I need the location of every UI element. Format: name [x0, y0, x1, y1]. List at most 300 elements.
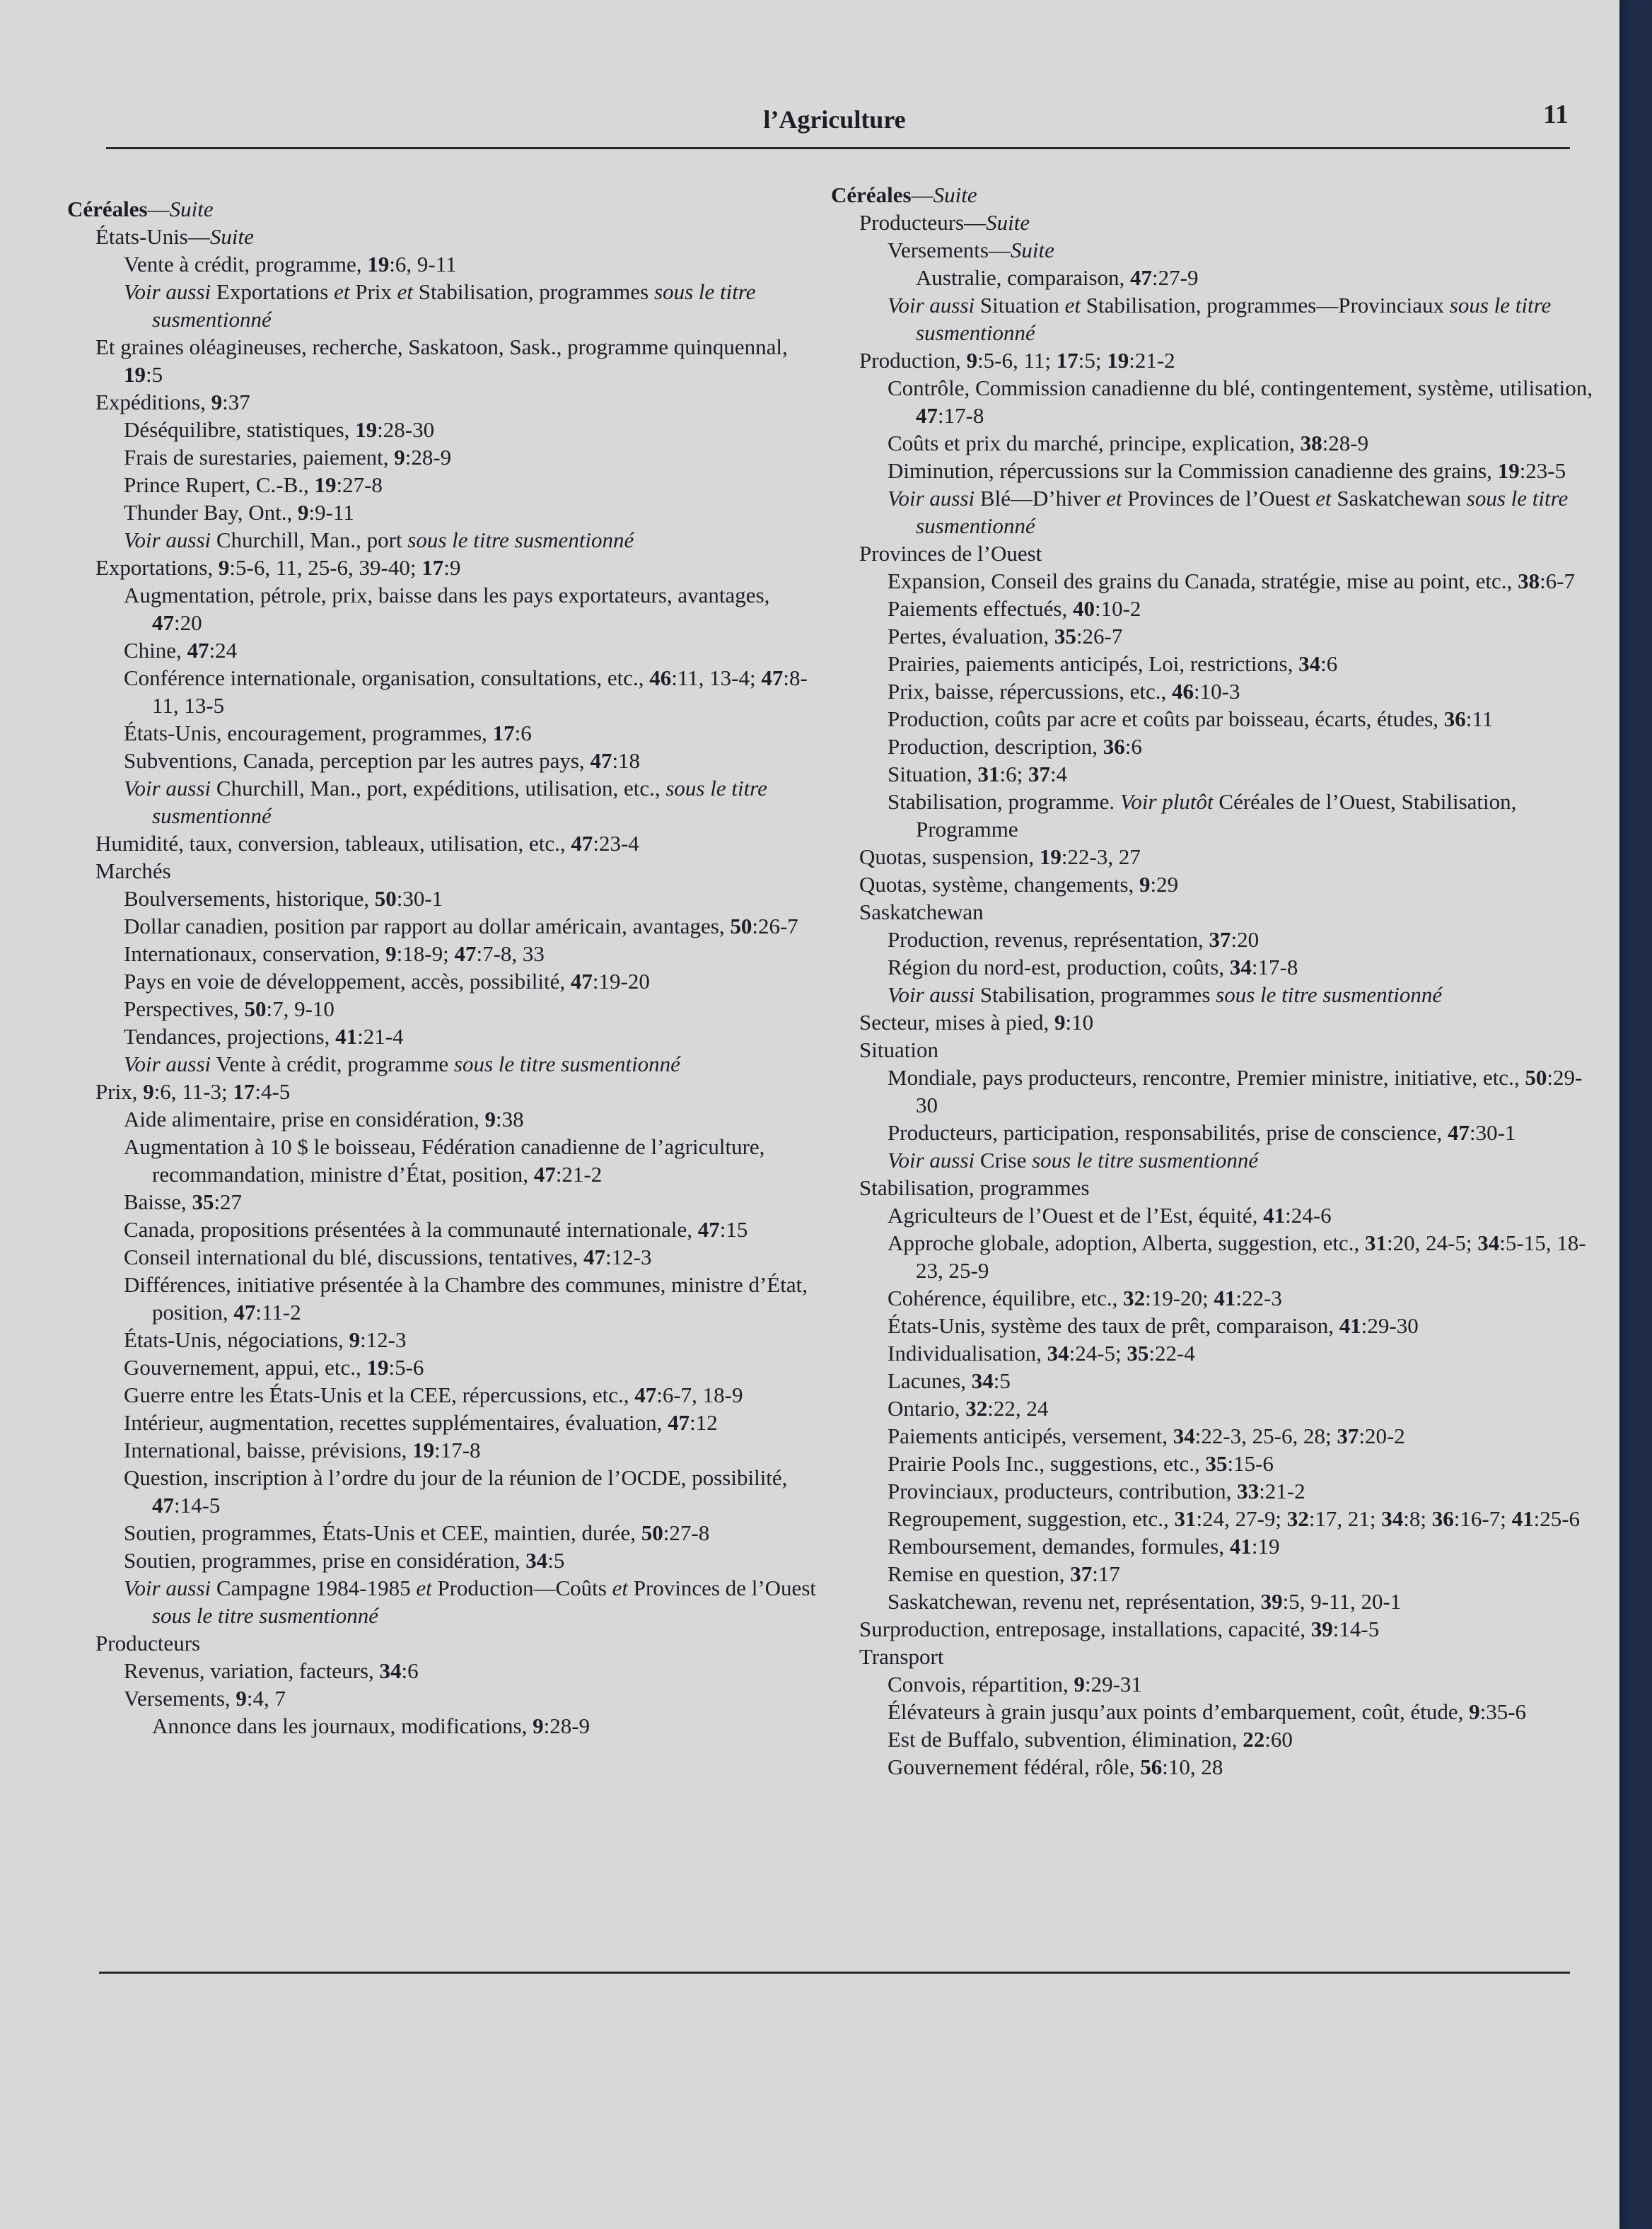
entry-text: :28-30: [377, 417, 435, 442]
volume-number: 34: [379, 1658, 402, 1683]
volume-number: 9: [385, 941, 397, 966]
italic-text: et: [397, 279, 414, 304]
index-entry: [831, 1229, 1595, 1284]
index-entry: [67, 443, 817, 471]
index-entry: [831, 429, 1595, 457]
index-column-left: [67, 195, 817, 1740]
entry-text: Quotas, système, changements,: [859, 872, 1140, 897]
entry-text: Stabilisation, programmes: [859, 1175, 1090, 1200]
entry-text: :21-2: [1259, 1479, 1305, 1503]
entry-text: Campagne 1984-1985: [211, 1576, 417, 1600]
volume-number: 47: [590, 748, 612, 773]
volume-number: 47: [533, 1162, 556, 1187]
entry-text: Ontario,: [888, 1396, 966, 1421]
index-entry: [831, 1008, 1595, 1036]
entry-text: :17, 21;: [1308, 1506, 1382, 1531]
italic-text: sous le titre susmentionné: [152, 279, 756, 332]
entry-text: :19-20;: [1145, 1286, 1214, 1310]
index-entry: [67, 499, 817, 526]
italic-text: Voir aussi: [124, 528, 211, 552]
entry-text: Provinces de l’Ouest: [627, 1576, 816, 1600]
index-entry: [831, 457, 1595, 484]
index-entry: [831, 898, 1595, 926]
entry-text: :24, 27-9;: [1196, 1506, 1287, 1531]
index-entry: [67, 1629, 817, 1657]
index-entry: [67, 1464, 817, 1519]
entry-text: International, baisse, prévisions,: [124, 1438, 413, 1462]
entry-text: :6: [401, 1658, 419, 1683]
entry-text: Churchill, Man., port: [211, 528, 408, 552]
entry-text: :6-7: [1540, 569, 1575, 593]
index-entry: [67, 885, 817, 912]
italic-text: Suite: [209, 224, 254, 249]
entry-text: Boulversements, historique,: [124, 886, 375, 911]
entry-text: :27-8: [663, 1520, 710, 1545]
entry-text: :22-3, 27: [1061, 844, 1141, 869]
volume-number: 38: [1518, 569, 1540, 593]
index-entry: [67, 1326, 817, 1354]
index-column-right: [831, 181, 1595, 1781]
italic-text: Suite: [933, 182, 977, 207]
index-entry: [67, 1243, 817, 1271]
volume-number: 50: [641, 1520, 663, 1545]
italic-text: et: [1315, 486, 1332, 511]
volume-number: 46: [1172, 679, 1194, 704]
entry-text: :25-6: [1533, 1506, 1581, 1531]
index-entry: [67, 333, 817, 388]
entry-text: :17-8: [938, 403, 984, 428]
entry-text: :26-7: [1076, 624, 1123, 648]
entry-text: :29-31: [1084, 1672, 1142, 1697]
entry-text: :29-30: [1361, 1313, 1419, 1338]
entry-text: Augmentation à 10 $ le boisseau, Fédération canadienne de l’agriculture, recommandation, ministre d’État, position,: [124, 1134, 765, 1187]
volume-number: 37: [1028, 762, 1050, 786]
index-entry: [831, 1284, 1595, 1312]
footer-rule: [99, 1972, 1570, 1974]
volume-number: 22: [1243, 1727, 1265, 1752]
index-entry: [67, 636, 817, 664]
index-entry: [67, 1519, 817, 1547]
italic-text: et: [1064, 293, 1081, 318]
index-entry: [831, 1560, 1595, 1588]
entry-text: :6-7, 18-9: [656, 1383, 743, 1407]
volume-number: 19: [355, 417, 378, 442]
volume-number: 47: [697, 1217, 720, 1242]
index-entry: [67, 774, 817, 830]
entry-text: Annonce dans les journaux, modifications,: [152, 1713, 533, 1738]
index-entry: [831, 1588, 1595, 1615]
entry-text: :19: [1251, 1534, 1280, 1559]
entry-text: :10-3: [1194, 679, 1240, 704]
entry-text: :6, 9-11: [389, 252, 457, 277]
volume-number: 34: [1381, 1506, 1404, 1531]
volume-number: 9: [349, 1327, 361, 1352]
italic-text: sous le titre susmentionné: [916, 293, 1552, 345]
volume-number: 9: [297, 500, 309, 525]
index-entry: [67, 1657, 817, 1684]
index-entry: [831, 567, 1595, 595]
index-entry: [67, 471, 817, 499]
entry-text: Marchés: [95, 859, 171, 883]
entry-text: :11-2: [255, 1300, 301, 1325]
entry-text: États-Unis—: [95, 224, 210, 249]
index-entry: [67, 1078, 817, 1105]
italic-text: Suite: [986, 210, 1030, 235]
volume-number: 32: [1286, 1506, 1309, 1531]
entry-text: Situation: [975, 293, 1065, 318]
volume-number: 9: [1469, 1699, 1480, 1724]
index-entry: [831, 1201, 1595, 1229]
volume-number: Céréales: [831, 182, 912, 207]
volume-number: 47: [634, 1383, 657, 1407]
italic-text: sous le titre susmentionné: [407, 528, 634, 552]
entry-text: Production—Coûts: [431, 1576, 612, 1600]
index-entry: [67, 1050, 817, 1078]
index-entry: [67, 554, 817, 581]
italic-text: Voir aussi: [888, 293, 975, 318]
index-entry: [831, 374, 1595, 429]
index-entry: [67, 1684, 817, 1712]
entry-text: :9-11: [308, 500, 354, 525]
italic-text: et: [612, 1576, 628, 1600]
entry-text: Versements,: [124, 1686, 236, 1711]
entry-text: :6: [514, 721, 532, 745]
italic-text: Voir plutôt: [1119, 789, 1214, 814]
entry-text: Provinciaux, producteurs, contribution,: [888, 1479, 1238, 1503]
italic-text: Voir aussi: [124, 1576, 211, 1600]
entry-text: :15-6: [1227, 1451, 1274, 1476]
volume-number: 47: [761, 665, 784, 690]
volume-number: 47: [1130, 265, 1153, 290]
index-entry: [831, 181, 1595, 209]
entry-text: :17-8: [434, 1438, 481, 1462]
volume-number: 50: [730, 914, 752, 938]
entry-text: :5-6, 11, 25-6, 39-40;: [229, 555, 422, 580]
entry-text: Élévateurs à grain jusqu’aux points d’embarquement, coût, étude,: [888, 1699, 1470, 1724]
header-rule: [106, 147, 1570, 149]
entry-text: Saskatchewan, revenu net, représentation,: [888, 1589, 1261, 1614]
index-entry: [831, 1395, 1595, 1422]
volume-number: 9: [966, 348, 978, 373]
entry-text: :5: [547, 1548, 565, 1573]
entry-text: —: [911, 182, 933, 207]
volume-number: Céréales: [67, 197, 148, 221]
entry-text: :15: [719, 1217, 748, 1242]
volume-number: 39: [1260, 1589, 1283, 1614]
index-entry: [67, 967, 817, 995]
italic-text: Voir aussi: [124, 1052, 211, 1076]
index-entry: [831, 1505, 1595, 1532]
italic-text: Voir aussi: [888, 982, 975, 1007]
volume-number: 50: [374, 886, 397, 911]
volume-number: 32: [1123, 1286, 1146, 1310]
entry-text: Céréales de l’Ouest, Stabilisation, Programme: [916, 789, 1517, 842]
italic-text: et: [334, 279, 350, 304]
volume-number: 47: [454, 941, 477, 966]
index-entry: [831, 843, 1595, 871]
index-entry: [67, 719, 817, 747]
entry-text: Prix, baisse, répercussions, etc.,: [888, 679, 1173, 704]
index-entry: [67, 1133, 817, 1188]
entry-text: Secteur, mises à pied,: [859, 1010, 1054, 1035]
entry-text: :14-5: [1332, 1617, 1380, 1641]
volume-number: 9: [1054, 1010, 1066, 1035]
volume-number: 36: [1443, 706, 1466, 731]
entry-text: Conseil international du blé, discussions, tentatives,: [124, 1245, 584, 1269]
index-entry: [67, 195, 817, 223]
entry-text: :29-30: [916, 1065, 1583, 1117]
volume-number: 41: [335, 1024, 358, 1049]
entry-text: Remise en question,: [888, 1561, 1071, 1586]
index-entry: [831, 264, 1595, 291]
index-entry: [831, 1036, 1595, 1064]
index-entry: [67, 1574, 817, 1629]
entry-text: Guerre entre les États-Unis et la CEE, répercussions, etc.,: [124, 1383, 635, 1407]
entry-text: États-Unis, encouragement, programmes,: [124, 721, 493, 745]
entry-text: :18-9;: [396, 941, 455, 966]
volume-number: 19: [1039, 844, 1061, 869]
entry-text: :12-3: [605, 1245, 652, 1269]
volume-number: 35: [1127, 1341, 1149, 1366]
entry-text: :27-9: [1152, 265, 1199, 290]
entry-text: Conférence internationale, organisation, consultations, etc.,: [124, 665, 650, 690]
volume-number: 33: [1237, 1479, 1260, 1503]
volume-number: 46: [649, 665, 672, 690]
entry-text: Producteurs, participation, responsabilités, prise de conscience,: [888, 1120, 1448, 1145]
volume-number: 47: [152, 610, 174, 635]
entry-text: Exportations: [211, 279, 335, 304]
volume-number: 34: [1173, 1424, 1195, 1448]
entry-text: :21-2: [555, 1162, 603, 1187]
entry-text: Agriculteurs de l’Ouest et de l’Est, équité,: [888, 1203, 1264, 1228]
entry-text: Vente à crédit, programme: [211, 1052, 454, 1076]
entry-text: Prince Rupert, C.-B.,: [124, 472, 315, 497]
entry-text: :12: [690, 1410, 718, 1435]
entry-text: Chine,: [124, 638, 187, 663]
entry-text: Frais de surestaries, paiement,: [124, 445, 395, 470]
entry-text: :22-4: [1148, 1341, 1195, 1366]
volume-number: 41: [1263, 1203, 1286, 1228]
volume-number: 19: [366, 1355, 389, 1380]
entry-text: Intérieur, augmentation, recettes supplémentaires, évaluation,: [124, 1410, 668, 1435]
volume-number: 19: [367, 252, 390, 277]
entry-text: Subventions, Canada, perception par les autres pays,: [124, 748, 591, 773]
index-entry: [831, 1119, 1595, 1146]
entry-text: Production, revenus, représentation,: [888, 927, 1209, 952]
volume-number: 9: [218, 555, 230, 580]
entry-text: Lacunes,: [888, 1368, 972, 1393]
volume-number: 19: [412, 1438, 435, 1462]
index-entry: [67, 1547, 817, 1574]
entry-text: Stabilisation, programmes—Provinciaux: [1081, 293, 1450, 318]
volume-number: 36: [1103, 734, 1125, 759]
volume-number: 9: [1139, 872, 1151, 897]
italic-text: et: [1106, 486, 1122, 511]
index-entry: [67, 830, 817, 857]
volume-number: 34: [525, 1548, 548, 1573]
entry-text: :29: [1150, 872, 1179, 897]
entry-text: :5-6: [388, 1355, 424, 1380]
volume-number: 17: [492, 721, 515, 745]
index-entry: [831, 540, 1595, 567]
volume-number: 9: [533, 1713, 544, 1738]
index-entry: [831, 1312, 1595, 1339]
volume-number: 19: [1107, 348, 1129, 373]
volume-number: 17: [233, 1079, 255, 1104]
entry-text: Expéditions,: [95, 390, 211, 414]
entry-text: Convois, répartition,: [888, 1672, 1074, 1697]
index-entry: [831, 1615, 1595, 1643]
index-entry: [831, 788, 1595, 843]
entry-text: :7-8, 33: [476, 941, 545, 966]
index-entry: [831, 705, 1595, 733]
entry-text: :14-5: [174, 1493, 221, 1518]
index-entry: [67, 664, 817, 719]
entry-text: :9: [443, 555, 461, 580]
entry-text: Différences, initiative présentée à la Chambre des communes, ministre d’État, position,: [124, 1272, 808, 1325]
index-entry: [67, 1023, 817, 1050]
entry-text: Stabilisation, programmes: [975, 982, 1216, 1007]
index-entry: [67, 1712, 817, 1740]
index-entry: [831, 1477, 1595, 1505]
entry-text: Transport: [859, 1644, 944, 1669]
volume-number: 41: [1339, 1313, 1361, 1338]
index-entry: [67, 1354, 817, 1381]
volume-number: 50: [1525, 1065, 1547, 1090]
entry-text: Dollar canadien, position par rapport au dollar américain, avantages,: [124, 914, 731, 938]
index-entry: [831, 677, 1595, 705]
entry-text: Paiements effectués,: [888, 596, 1073, 621]
entry-text: :5: [146, 362, 163, 387]
entry-text: :60: [1264, 1727, 1293, 1752]
entry-text: :24-5;: [1069, 1341, 1127, 1366]
entry-text: :28-9: [405, 445, 452, 470]
entry-text: Région du nord-est, production, coûts,: [888, 955, 1230, 979]
volume-number: 19: [124, 362, 146, 387]
index-entry: [831, 1698, 1595, 1725]
index-entry: [67, 1271, 817, 1326]
volume-number: 19: [1497, 458, 1520, 483]
entry-text: :30-1: [396, 886, 443, 911]
entry-text: :6: [1320, 651, 1338, 676]
entry-text: Internationaux, conservation,: [124, 941, 386, 966]
index-entry: [831, 650, 1595, 677]
volume-number: 37: [1209, 927, 1231, 952]
volume-number: 9: [211, 390, 223, 414]
index-entry: [831, 1064, 1595, 1119]
volume-number: 41: [1511, 1506, 1534, 1531]
entry-text: Prix: [349, 279, 397, 304]
entry-text: :20: [174, 610, 202, 635]
entry-text: Provinces de l’Ouest: [1122, 486, 1316, 511]
index-entry: [831, 1367, 1595, 1395]
volume-number: 35: [1205, 1451, 1228, 1476]
index-entry: [67, 278, 817, 333]
index-entry: [831, 1174, 1595, 1201]
index-entry: [67, 995, 817, 1023]
entry-text: Vente à crédit, programme,: [124, 252, 368, 277]
entry-text: :8-11, 13-5: [152, 665, 808, 718]
entry-text: Soutien, programmes, prise en considération,: [124, 1548, 526, 1573]
volume-number: 34: [1047, 1341, 1069, 1366]
volume-number: 41: [1229, 1534, 1252, 1559]
italic-text: sous le titre susmentionné: [152, 1603, 379, 1628]
index-entry: [831, 595, 1595, 622]
index-entry: [831, 760, 1595, 788]
entry-text: :28-9: [543, 1713, 591, 1738]
index-entry: [831, 1643, 1595, 1670]
entry-text: Et graines oléagineuses, recherche, Saskatoon, Sask., programme quinquennal,: [95, 334, 788, 359]
entry-text: Stabilisation, programme.: [888, 789, 1120, 814]
entry-text: :12-3: [360, 1327, 407, 1352]
entry-text: Diminution, répercussions sur la Commission canadienne des grains,: [888, 458, 1498, 483]
entry-text: Revenus, variation, facteurs,: [124, 1658, 380, 1683]
index-entry: [831, 1339, 1595, 1367]
volume-number: 47: [916, 403, 938, 428]
entry-text: —: [147, 197, 170, 221]
volume-number: 47: [571, 831, 593, 856]
entry-text: :4-5: [255, 1079, 291, 1104]
entry-text: :22-3: [1235, 1286, 1282, 1310]
entry-text: Est de Buffalo, subvention, élimination,: [888, 1727, 1243, 1752]
entry-text: Pertes, évaluation,: [888, 624, 1054, 648]
volume-number: 47: [1447, 1120, 1470, 1145]
italic-text: Voir aussi: [888, 1148, 975, 1172]
volume-number: 38: [1300, 431, 1322, 455]
italic-text: sous le titre susmentionné: [1216, 982, 1443, 1007]
entry-text: Aide alimentaire, prise en considération,: [124, 1107, 485, 1131]
entry-text: :20, 24-5;: [1386, 1230, 1478, 1255]
entry-text: Pays en voie de développement, accès, possibilité,: [124, 969, 571, 994]
entry-text: Production,: [859, 348, 967, 373]
italic-text: sous le titre susmentionné: [916, 486, 1569, 538]
entry-text: :18: [612, 748, 641, 773]
index-entry: [67, 1436, 817, 1464]
index-entry: [831, 1532, 1595, 1560]
entry-text: :4, 7: [246, 1686, 286, 1711]
index-entry: [67, 1105, 817, 1133]
entry-text: Surproduction, entreposage, installations, capacité,: [859, 1617, 1311, 1641]
italic-text: sous le titre susmentionné: [1032, 1148, 1259, 1172]
entry-text: Tendances, projections,: [124, 1024, 336, 1049]
entry-text: Remboursement, demandes, formules,: [888, 1534, 1230, 1559]
index-entry: [67, 912, 817, 940]
volume-number: 34: [971, 1368, 994, 1393]
index-entry: [67, 416, 817, 443]
volume-number: 9: [484, 1107, 496, 1131]
running-title: l’Agriculture: [763, 105, 906, 134]
index-entry: [67, 250, 817, 278]
volume-number: 34: [1477, 1230, 1500, 1255]
entry-text: États-Unis, système des taux de prêt, comparaison,: [888, 1313, 1339, 1338]
entry-text: :5-6, 11;: [977, 348, 1057, 373]
volume-number: 35: [1054, 624, 1076, 648]
entry-text: Individualisation,: [888, 1341, 1047, 1366]
volume-number: 31: [1364, 1230, 1387, 1255]
index-entry: [831, 926, 1595, 953]
index-entry: [67, 1216, 817, 1243]
entry-text: Saskatchewan: [1331, 486, 1467, 511]
volume-number: 37: [1337, 1424, 1359, 1448]
volume-number: 9: [235, 1686, 247, 1711]
entry-text: Production, coûts par acre et coûts par boisseau, écarts, études,: [888, 706, 1444, 731]
entry-text: :6: [1124, 734, 1142, 759]
volume-number: 31: [977, 762, 1000, 786]
index-entry: [831, 484, 1595, 540]
index-entry: [67, 581, 817, 636]
volume-number: 47: [233, 1300, 256, 1325]
entry-text: Thunder Bay, Ont.,: [124, 500, 298, 525]
